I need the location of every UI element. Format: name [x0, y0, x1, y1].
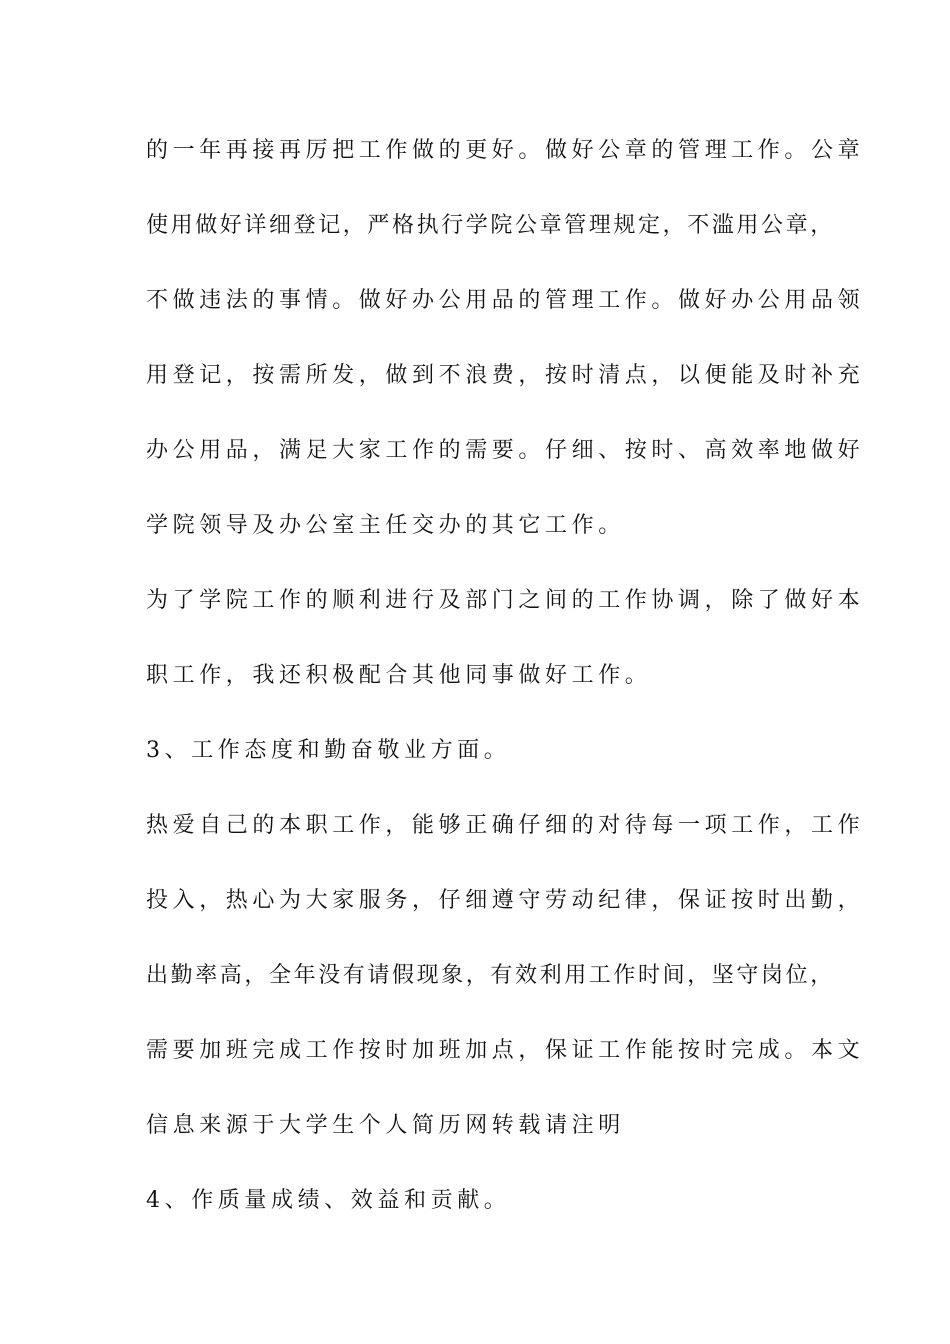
text-line-13: 需要加班完成工作按时加班加点，保证工作能按时完成。本文 [146, 1038, 865, 1063]
text-line-3: 不做违法的事情。做好办公用品的管理工作。做好办公用品领 [146, 288, 865, 313]
text-line-5: 办公用品，满足大家工作的需要。仔细、按时、高效率地做好 [146, 438, 865, 463]
text-line-10: 热爱自己的本职工作，能够正确仔细的对待每一项工作，工作 [146, 813, 865, 838]
text-line-11: 投入，热心为大家服务，仔细遵守劳动纪律，保证按时出勤， [146, 888, 865, 913]
text-line-8: 职工作，我还积极配合其他同事做好工作。 [146, 663, 652, 688]
text-line-4: 用登记，按需所发，做到不浪费，按时清点，以便能及时补充 [146, 363, 865, 388]
text-line-7: 为了学院工作的顺利进行及部门之间的工作协调，除了做好本 [146, 588, 865, 613]
text-line-1: 的一年再接再厉把工作做的更好。做好公章的管理工作。公章 [146, 138, 865, 163]
section-heading-3: 3、工作态度和勤奋敬业方面。 [146, 738, 511, 763]
text-line-6: 学院领导及办公室主任交办的其它工作。 [146, 513, 625, 538]
text-line-14: 信息来源于大学生个人简历网转载请注明 [146, 1113, 625, 1138]
section-heading-4: 4、作质量成绩、效益和贡献。 [146, 1188, 511, 1213]
text-line-2: 使用做好详细登记，严格执行学院公章管理规定，不滥用公章， [146, 213, 835, 238]
text-line-12: 出勤率高，全年没有请假现象，有效利用工作时间，坚守岗位， [146, 963, 835, 988]
